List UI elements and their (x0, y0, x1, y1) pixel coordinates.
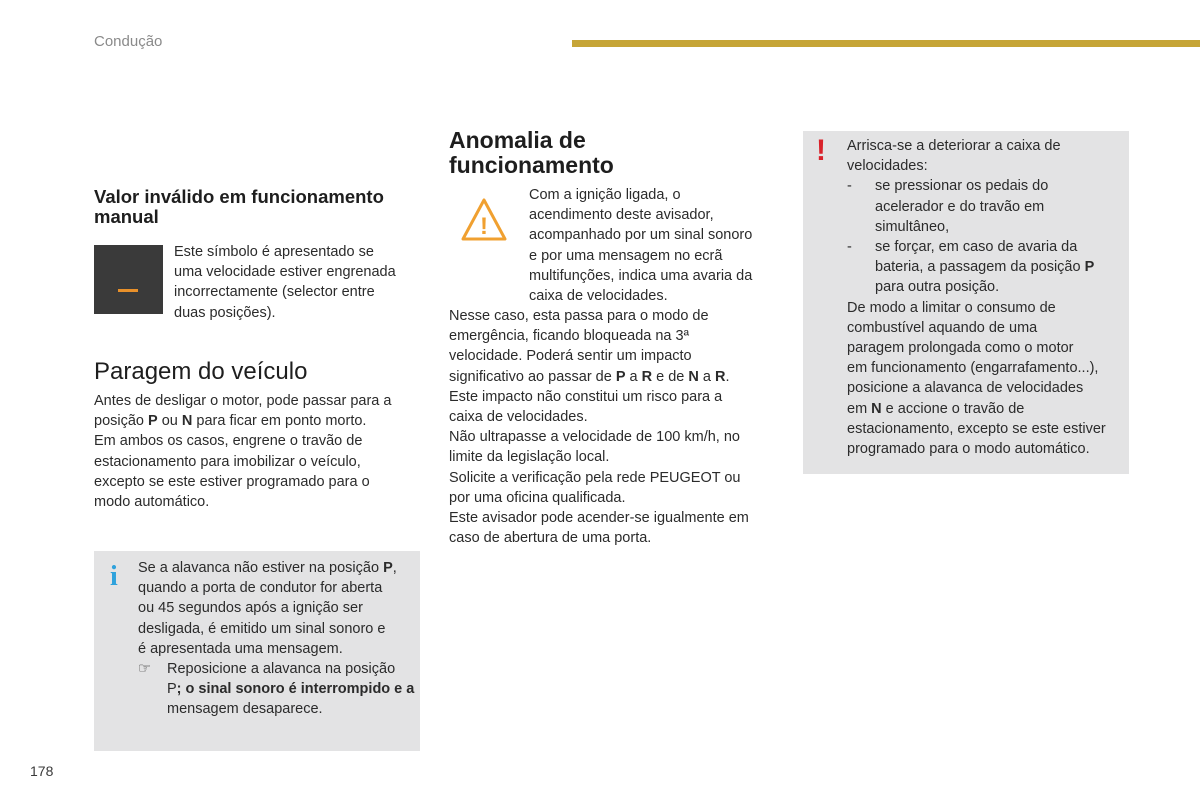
text-line (847, 318, 1127, 338)
text-segment: para outra posição. (875, 279, 1000, 296)
info-text (138, 558, 397, 659)
text-segment: estacionamento, excepto se este estiver (847, 420, 1106, 437)
text-segment: e de (652, 368, 689, 385)
text-segment: . (725, 368, 730, 385)
text-segment: Em ambos os casos, engrene o travão de (94, 433, 363, 450)
text-segment: emergência, ficando bloqueada na 3ª (449, 328, 689, 345)
text-segment: Este avisador pode acender-se igualmente em (449, 510, 749, 527)
text-segment: ou 45 segundos após a ignição ser (138, 600, 363, 617)
list-dash: - (847, 178, 852, 195)
page-number: 178 (30, 763, 54, 779)
text-segment: em (847, 400, 872, 417)
warning-triangle-icon (460, 197, 508, 248)
text-segment: paragem prolongada como o motor (847, 340, 1074, 357)
text-line: incorrectamente (selector entre (174, 284, 375, 301)
list-item-2-text (875, 237, 1127, 298)
text-segment: ou (157, 413, 182, 430)
text-segment: é apresentada uma mensagem. (138, 640, 343, 657)
invalid-value-text (174, 242, 396, 323)
text-line: Arrisca-se a deteriorar a caixa de (847, 138, 1061, 154)
malfunction-heading-line2: funcionamento (449, 152, 614, 178)
text-line (847, 338, 1127, 358)
text-line: Este símbolo é apresentado se (174, 244, 374, 260)
vehicle-stop-heading: Paragem do veículo (94, 358, 308, 385)
text-line (875, 176, 1127, 196)
text-line (94, 452, 391, 472)
warning-list-item-1 (847, 176, 1127, 237)
text-segment: limite da legislação local. (449, 449, 610, 466)
text-line: e por uma mensagem no ecrã (529, 247, 723, 264)
warning-intro (847, 136, 1127, 176)
text-line (875, 277, 1127, 297)
malfunction-heading-line1: Anomalia de (449, 127, 586, 153)
text-segment: posicione a alavanca de velocidades (847, 380, 1084, 397)
text-line (94, 431, 391, 451)
text-segment: simultâneo, (875, 218, 950, 235)
text-segment: Antes de desligar o motor, pode passar para a (94, 393, 392, 409)
text-line (449, 407, 749, 427)
text-line (875, 197, 1127, 217)
text-segment: significativo ao passar de (449, 368, 616, 385)
text-segment: De modo a limitar o consumo de (847, 299, 1056, 316)
text-line (875, 257, 1127, 277)
text-line (449, 447, 749, 467)
text-line (138, 558, 397, 578)
text-segment: mensagem desaparece. (167, 701, 323, 718)
text-segment: acelerador e do travão em (875, 198, 1045, 215)
text-segment: programado para o modo automático. (847, 441, 1090, 458)
text-line (94, 492, 391, 512)
text-line (138, 639, 397, 659)
text-segment: Nesse caso, esta passa para o modo de (449, 308, 709, 324)
gear-indicator-image (94, 245, 163, 314)
text-segment: Reposicione a alavanca na posição (167, 661, 396, 677)
text-segment: quando a porta de condutor for aberta (138, 580, 383, 597)
malfunction-heading (449, 128, 614, 178)
text-line (449, 427, 749, 447)
bold-term: R (715, 368, 726, 385)
text-line (875, 217, 1127, 237)
text-line (449, 346, 749, 366)
text-segment: por uma oficina qualificada. (449, 489, 626, 506)
text-segment: se forçar, em caso de avaria da (875, 239, 1078, 256)
bold-term: ; o sinal sonoro é interrompido e a (176, 681, 415, 698)
text-line (94, 391, 391, 411)
text-segment: a (625, 368, 642, 385)
text-line (449, 488, 749, 508)
bold-term: P (148, 413, 158, 430)
text-segment: caixa de velocidades. (449, 409, 588, 426)
text-segment: Não ultrapasse a velocidade de 100 km/h, no (449, 429, 740, 446)
text-segment: Se a alavanca não estiver na posição (138, 560, 384, 576)
text-segment: P (167, 681, 177, 698)
warning-light-text (529, 185, 752, 306)
text-line (847, 399, 1127, 419)
text-segment: Solicite a verificação pela rede PEUGEOT ou (449, 469, 741, 486)
text-segment: a (698, 368, 716, 385)
text-segment: caso de abertura de uma porta. (449, 530, 652, 547)
gear-dash-icon (118, 289, 138, 292)
bold-term: P (615, 368, 626, 385)
warning-box-text (847, 136, 1127, 459)
text-line (94, 411, 391, 431)
text-line (138, 578, 397, 598)
text-line (138, 619, 397, 639)
text-line: Com a ignição ligada, o (529, 187, 681, 203)
text-segment: desligada, é emitido um sinal sonoro e (138, 620, 386, 637)
text-line: caixa de velocidades. (529, 288, 668, 305)
text-segment: Este impacto não constitui um risco para a (449, 388, 723, 405)
invalid-value-heading: Valor inválido em funcionamento manual (94, 186, 384, 227)
vehicle-stop-text (94, 391, 391, 512)
info-bullet-text (167, 659, 418, 720)
text-segment: , (392, 560, 397, 576)
text-line (138, 598, 397, 618)
malfunction-body-text (449, 306, 749, 548)
text-line (449, 306, 749, 326)
text-segment: em funcionamento (engarrafamento...), (847, 360, 1099, 377)
text-line (449, 508, 749, 528)
text-segment: se pressionar os pedais do (875, 178, 1049, 195)
bold-term: R (641, 368, 653, 385)
info-bullet (138, 659, 418, 720)
text-line (449, 528, 749, 548)
text-line: acendimento deste avisador, (529, 207, 714, 224)
text-segment: bateria, a passagem da posição (875, 259, 1085, 276)
text-segment: estacionamento para imobilizar o veículo, (94, 453, 361, 470)
text-segment: para ficar em ponto morto. (192, 413, 367, 430)
text-line (449, 326, 749, 346)
text-segment: combustível aquando de uma (847, 319, 1038, 336)
text-line (847, 298, 1127, 318)
header-accent-bar (572, 40, 1200, 47)
warning-triangle-mark: ! (480, 213, 488, 240)
text-line: velocidades: (847, 158, 928, 175)
text-line (847, 419, 1127, 439)
text-line (449, 387, 749, 407)
list-item-1-text (875, 176, 1127, 237)
exclamation-icon: ! (816, 134, 826, 167)
bold-term: N (871, 400, 882, 417)
bold-term: N (181, 413, 193, 430)
text-segment: excepto se este estiver programado para o (94, 473, 370, 490)
text-line (167, 679, 418, 699)
text-segment: velocidade. Poderá sentir um impacto (449, 348, 692, 365)
info-icon: i (110, 561, 118, 592)
text-line (167, 659, 418, 679)
text-line (449, 468, 749, 488)
list-dash: - (847, 239, 852, 256)
bold-term: P (383, 560, 393, 576)
bold-term: N (688, 368, 699, 385)
text-line (847, 358, 1127, 378)
warning-tail-text (847, 298, 1127, 460)
text-line (847, 378, 1127, 398)
text-line: duas posições). (174, 304, 276, 321)
bold-term: P (1084, 259, 1095, 276)
warning-list-item-2 (847, 237, 1127, 298)
text-line (167, 699, 418, 719)
text-line (94, 472, 391, 492)
pointing-hand-icon: ☞ (138, 661, 151, 677)
text-line: uma velocidade estiver engrenada (174, 264, 396, 281)
text-line (449, 367, 749, 387)
text-segment: posição (94, 413, 149, 430)
text-segment: e accione o travão de (881, 400, 1025, 417)
text-line: multifunções, indica uma avaria da (529, 267, 753, 284)
section-label: Condução (94, 33, 163, 50)
text-line: acompanhado por um sinal sonoro (529, 227, 753, 244)
text-line (847, 439, 1127, 459)
text-segment: modo automático. (94, 494, 210, 511)
text-line (875, 237, 1127, 257)
